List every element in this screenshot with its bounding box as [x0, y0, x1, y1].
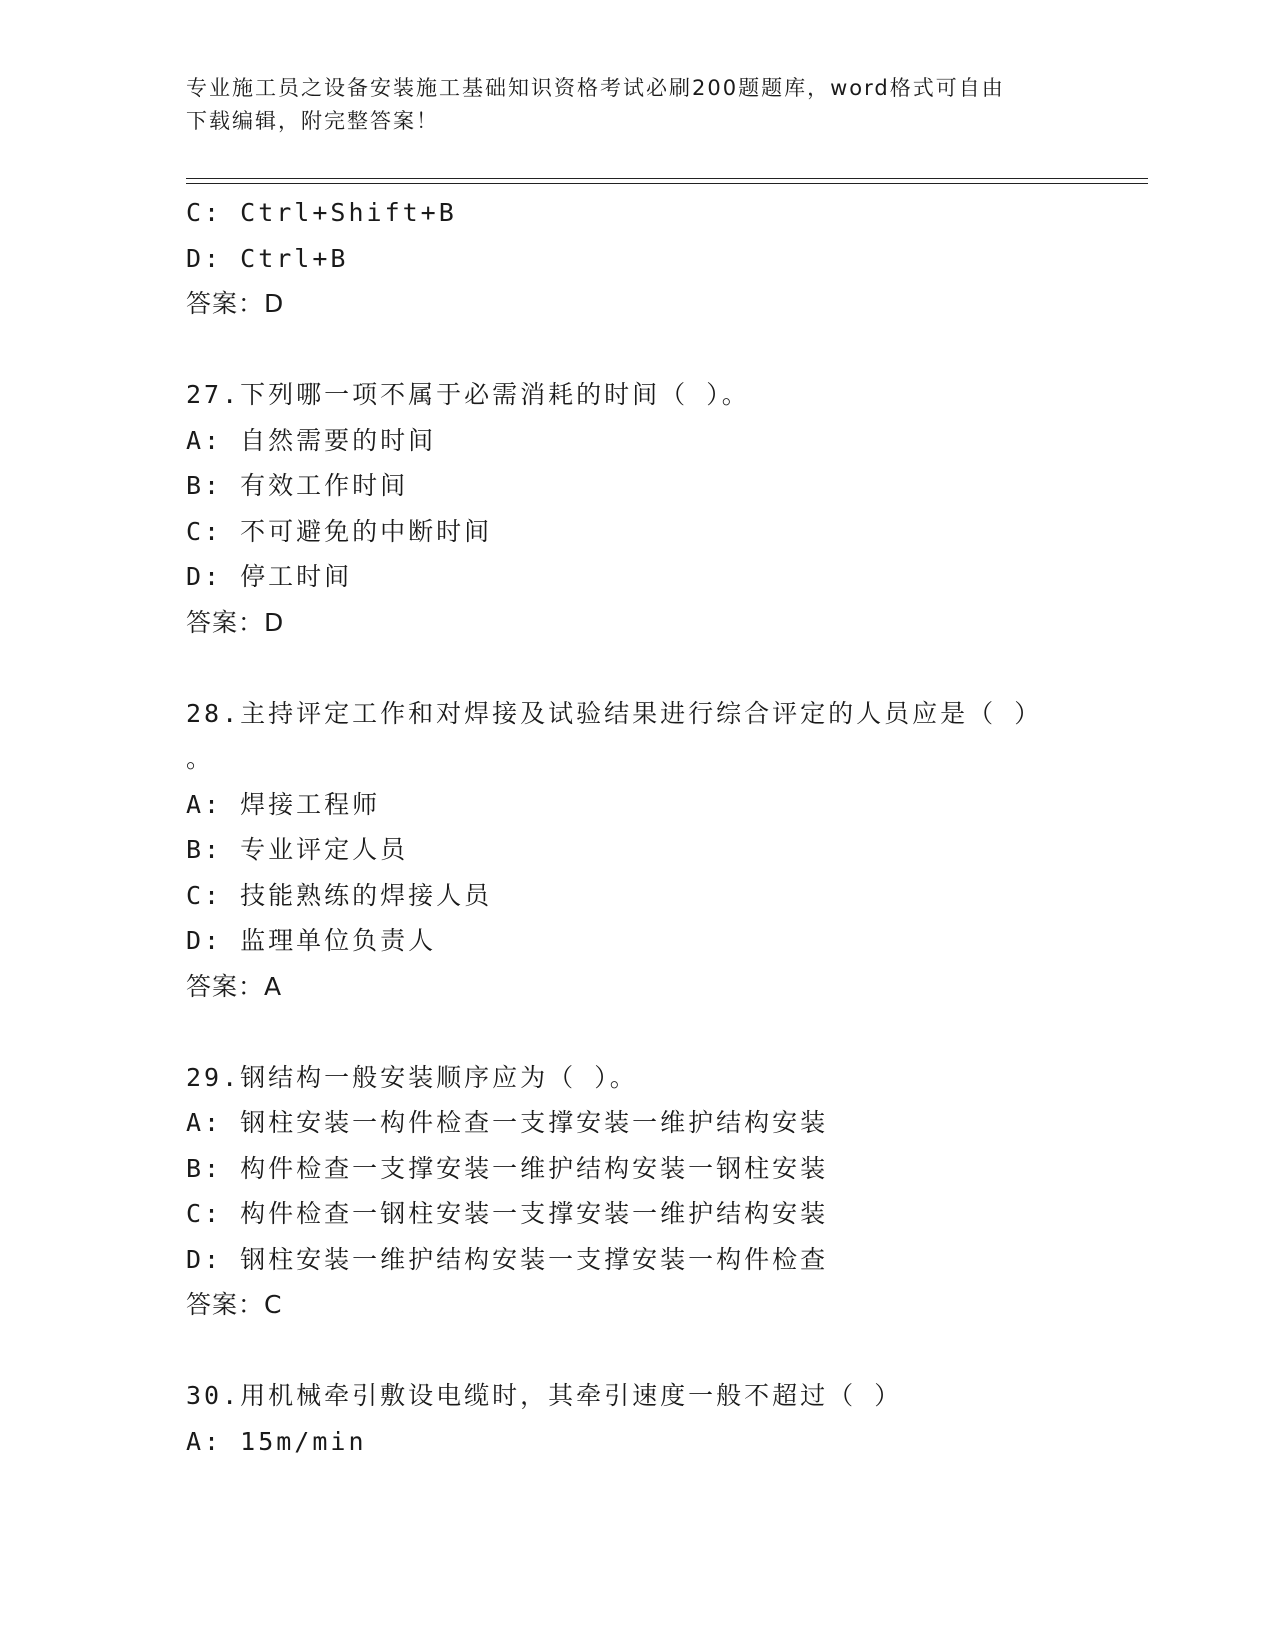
option-c: C: 不可避免的中断时间: [186, 516, 493, 546]
header-divider-bottom: [186, 183, 1148, 184]
question-text: 29.钢结构一般安装顺序应为（ ）。: [186, 1062, 638, 1092]
option-c: C: Ctrl+Shift+B: [186, 198, 457, 227]
header-line-2: 下载编辑，附完整答案！: [186, 109, 439, 133]
document-header: [186, 72, 1086, 138]
question-29: [186, 1055, 1146, 1328]
question-28: [186, 691, 1146, 1010]
spacer: [186, 327, 1146, 373]
question-text-continued: 。: [186, 744, 215, 773]
answer: 答案：C: [186, 1290, 283, 1319]
option-a: A: 钢柱安装一构件检查一支撑安装一维护结构安装: [186, 1108, 829, 1137]
option-d: D: 停工时间: [186, 562, 353, 591]
option-b: B: 专业评定人员: [186, 835, 409, 864]
answer: 答案：D: [186, 289, 285, 318]
option-a: A: 焊接工程师: [186, 789, 381, 819]
option-d: D: 监理单位负责人: [186, 926, 437, 955]
header-line-1: 专业施工员之设备安装施工基础知识资格考试必刷200题题库，word格式可自由: [186, 76, 1005, 100]
question-text: 27.下列哪一项不属于必需消耗的时间（ ）。: [186, 380, 750, 409]
answer: 答案：A: [186, 971, 283, 1001]
spacer: [186, 1328, 1146, 1374]
spacer: [186, 645, 1146, 691]
question-27: [186, 372, 1146, 645]
question-list: [186, 190, 1146, 1464]
spacer: [186, 1009, 1146, 1055]
question-text: 28.主持评定工作和对焊接及试验结果进行综合评定的人员应是（ ）: [186, 698, 1043, 728]
answer: 答案：D: [186, 607, 285, 637]
option-c: C: 构件检查一钢柱安装一支撑安装一维护结构安装: [186, 1199, 829, 1228]
header-divider-top: [186, 178, 1148, 179]
option-d: D: Ctrl+B: [186, 243, 349, 273]
option-b: B: 构件检查一支撑安装一维护结构安装一钢柱安装: [186, 1153, 829, 1183]
question-26: [186, 190, 1146, 327]
option-a: A: 15m/min: [186, 1426, 367, 1456]
question-30: [186, 1373, 1146, 1464]
option-c: C: 技能熟练的焊接人员: [186, 880, 493, 910]
question-text: 30.用机械牵引敷设电缆时，其牵引速度一般不超过（ ）: [186, 1381, 903, 1410]
option-d: D: 钢柱安装一维护结构安装一支撑安装一构件检查: [186, 1244, 829, 1274]
option-a: A: 自然需要的时间: [186, 425, 437, 455]
option-b: B: 有效工作时间: [186, 471, 409, 500]
